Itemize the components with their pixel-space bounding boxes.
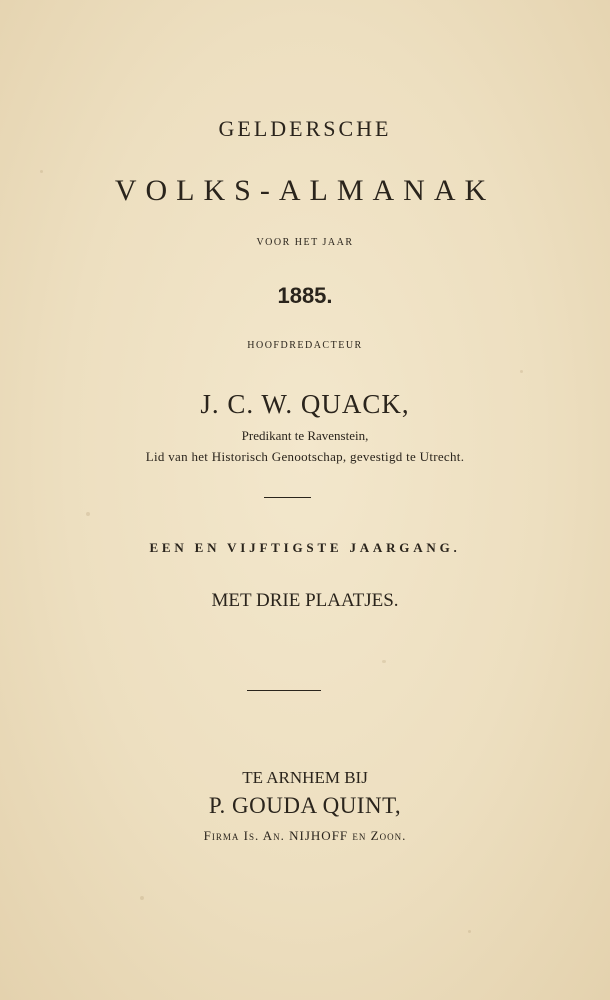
divider-rule [264, 497, 311, 498]
editor-role-1: Predikant te Ravenstein, [241, 428, 369, 443]
publisher-firm: Firma Is. An. NIJHOFF en Zoon. [203, 828, 407, 843]
paper-spot [86, 512, 90, 516]
editor-label: HOOFDREDACTEUR [247, 340, 363, 351]
publisher-name: P. GOUDA QUINT, [208, 793, 402, 818]
edition-line: EEN EN VIJFTIGSTE JAARGANG. [149, 540, 461, 555]
title-line-1: GELDERSCHE [218, 116, 392, 141]
paper-spot [468, 930, 471, 933]
paper-spot [520, 370, 523, 373]
paper-spot [140, 896, 144, 900]
paper-spot [382, 660, 386, 663]
year-label: VOOR HET JAAR [256, 237, 354, 248]
divider-rule [247, 690, 321, 691]
editor-role-2: Lid van het Historisch Genootschap, gevestigd te Utrecht. [145, 449, 465, 464]
publisher-location: TE ARNHEM BIJ [242, 768, 368, 787]
plates-line: MET DRIE PLAATJES. [211, 590, 399, 611]
editor-name: J. C. W. QUACK, [200, 389, 410, 419]
paper-spot [40, 170, 43, 173]
year-value: 1885. [277, 283, 333, 308]
title-line-2: VOLKS-ALMANAK [114, 174, 496, 207]
